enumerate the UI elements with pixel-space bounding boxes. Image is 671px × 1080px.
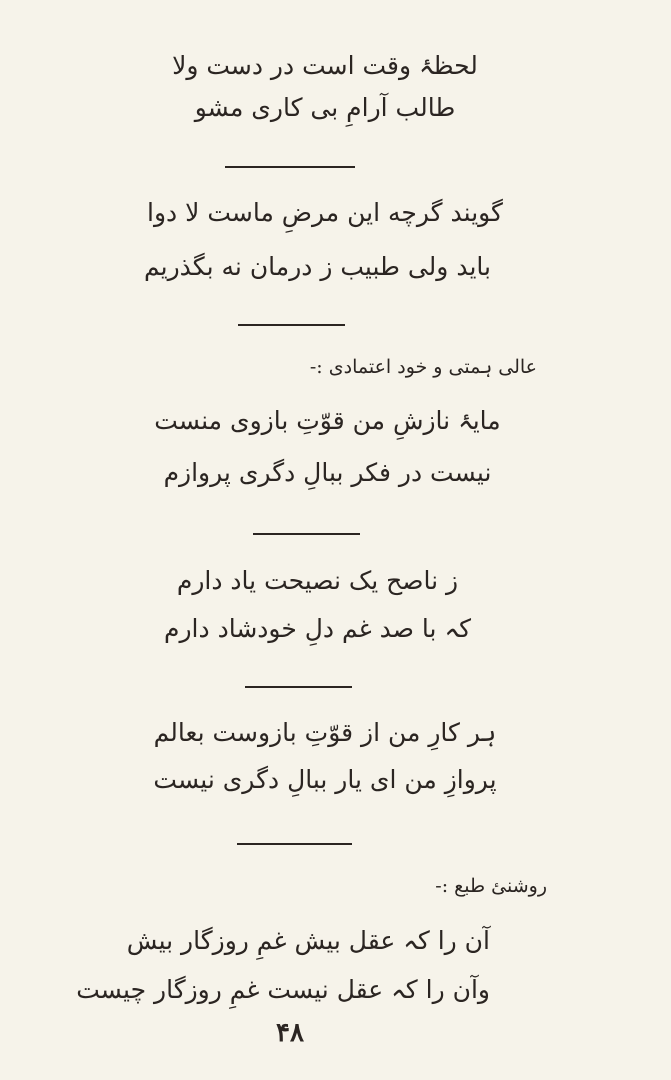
divider-rule xyxy=(245,686,352,688)
divider-rule xyxy=(238,324,345,326)
verse-line: ہر کارِ من از قوّتِ بازوست بعالم xyxy=(153,718,497,747)
verse-line: نیست در فکر ببالِ دگری پروازم xyxy=(163,458,492,487)
divider-rule xyxy=(253,533,360,535)
verse-line: وآن را کہ عقل نیست غمِ روزگار چیست xyxy=(76,975,490,1004)
verse-line: آن را کہ عقل بیش غمِ روزگار بیش xyxy=(126,926,490,955)
verse-line: کہ با صد غم دلِ خودشاد دارم xyxy=(164,614,471,643)
divider-rule xyxy=(237,843,352,845)
verse-line: گویند گرچه این مرضِ ماست لا دوا xyxy=(147,198,503,227)
section-heading: روشنئ طبع :- xyxy=(435,875,547,897)
verse-line: لحظۂ وقت است در دست ولا xyxy=(172,51,478,80)
verse-line: طالب آرامِ بی کاری مشو xyxy=(194,93,456,122)
section-heading: عالی ہمتی و خود اعتمادی :- xyxy=(309,356,537,378)
verse-line: ز ناصح یک نصیحت یاد دارم xyxy=(176,566,459,595)
page-number: ۴۸ xyxy=(276,1018,304,1048)
verse-line: پروازِ من ای یار ببالِ دگری نیست xyxy=(153,765,497,794)
verse-line: مایۂ نازشِ من قوّتِ بازوی منست xyxy=(154,406,501,435)
divider-rule xyxy=(225,166,355,168)
verse-line: باید ولی طبیب ز درمان نه بگذریم xyxy=(144,252,491,281)
